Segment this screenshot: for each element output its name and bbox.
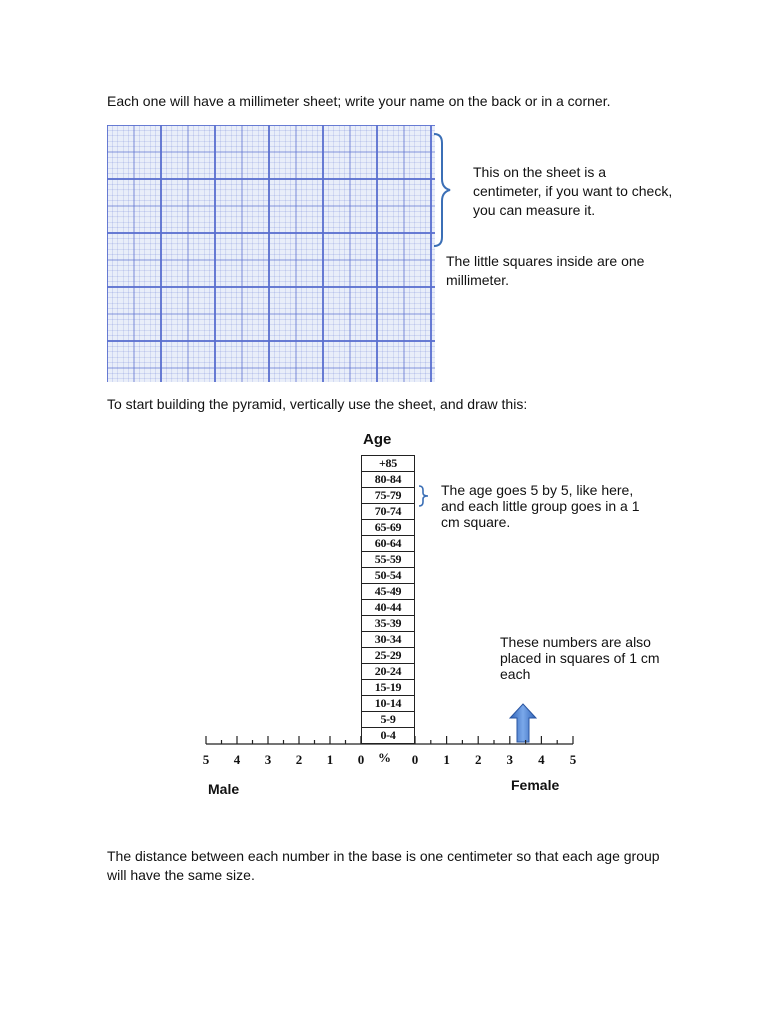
age-axis-title: Age [363,431,392,448]
percent-sign: % [378,750,391,765]
axis-tick-label: 1 [326,752,334,767]
age-note: The age goes 5 by 5, like here, and each little group goes in a 1 cm square. [441,482,640,530]
small-brace-icon [418,485,430,507]
age-group-cell: 60-64 [361,536,415,552]
axis-tick-label: 5 [202,752,210,767]
start-instructions: To start building the pyramid, vertically use the sheet, and draw this: [107,396,528,412]
age-group-cell: 70-74 [361,504,415,520]
age-group-cell: 55-59 [361,552,415,568]
age-group-cell: 15-19 [361,680,415,696]
axis-tick-label: 0 [411,752,419,767]
age-group-cell: 75-79 [361,488,415,504]
brace-icon [433,133,451,247]
age-group-cell: 35-39 [361,616,415,632]
axis-tick-label: 4 [538,752,545,767]
age-group-cell: 50-54 [361,568,415,584]
centimeter-note: This on the sheet is a centimeter, if you want to check, you can measure it. [473,164,673,218]
millimeter-grid [107,125,435,382]
age-group-cell: 40-44 [361,600,415,616]
intro-text: Each one will have a millimeter sheet; write your name on the back or in a corner. [107,93,611,109]
axis-tick-label: 0 [357,752,365,767]
axis-tick-label: 1 [443,752,450,767]
female-label: Female [511,777,560,793]
age-group-cell: 65-69 [361,520,415,536]
axis-tick-label: 3 [264,752,272,767]
age-group-cell: 80-84 [361,472,415,488]
age-group-cell: 45-49 [361,584,415,600]
axis-tick-label: 3 [506,752,514,767]
age-group-cell: 5-9 [361,712,415,728]
age-group-cell: 10-14 [361,696,415,712]
distance-note: The distance between each number in the base is one centimeter so that each age group will have the same size. [107,848,660,883]
millimeter-note: The little squares inside are one millimeter. [446,253,645,288]
age-group-cell: +85 [361,455,415,472]
age-group-cell: 25-29 [361,648,415,664]
age-group-cell: 20-24 [361,664,415,680]
male-label: Male [208,781,240,797]
age-group-cell: 0-4 [361,728,415,744]
axis-tick-label: 4 [233,752,241,767]
millimeter-sheet-image [107,125,435,382]
age-group-cell: 30-34 [361,632,415,648]
axis-tick-label: 2 [474,752,482,767]
numbers-note: These numbers are also placed in squares of 1 cm each [500,634,660,682]
age-group-column [361,455,415,744]
axis-tick-label: 5 [569,752,577,767]
axis-tick-label: 2 [295,752,303,767]
